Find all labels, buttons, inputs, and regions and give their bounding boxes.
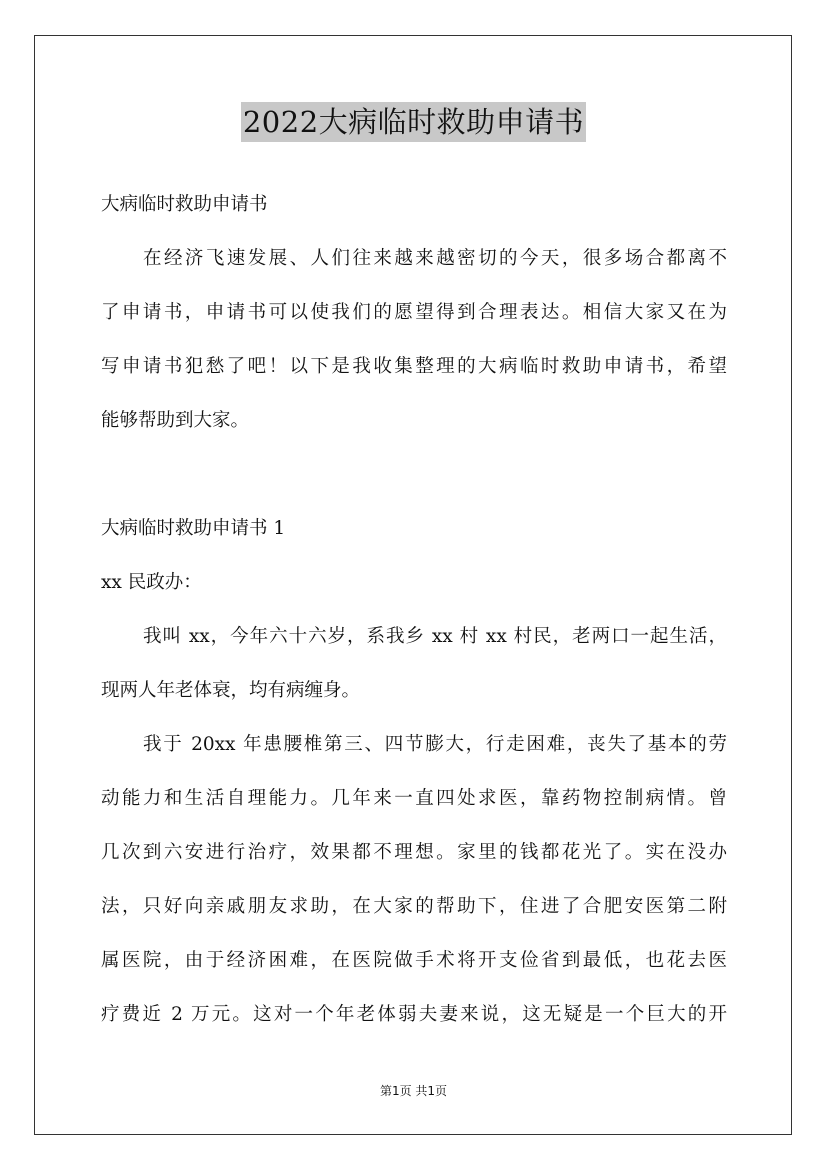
paragraph-line: 疗费近 2 万元。这对一个年老体弱夫妻来说，这无疑是一个巨大的开 — [101, 1004, 727, 1025]
paragraph-line: 我于 20xx 年患腰椎第三、四节膨大，行走困难，丧失了基本的劳 — [143, 734, 727, 755]
paragraph-line: 法，只好向亲戚朋友求助，在大家的帮助下，住进了合肥安医第二附 — [101, 896, 727, 917]
paragraph-line: 现两人年老体衰，均有病缠身。 — [101, 680, 361, 701]
document-body — [101, 178, 727, 1042]
paragraph-line: 了申请书，申请书可以使我们的愿望得到合理表达。相信大家又在为 — [101, 302, 727, 323]
blank-line — [101, 448, 727, 502]
paragraph-line: 写申请书犯愁了吧！以下是我收集整理的大病临时救助申请书，希望 — [101, 356, 727, 377]
salutation-line: xx 民政办： — [101, 572, 202, 593]
paragraph-line: 能够帮助到大家。 — [101, 410, 250, 431]
paragraph-line: 几次到六安进行治疗，效果都不理想。家里的钱都花光了。实在没办 — [101, 842, 727, 863]
section-heading: 大病临时救助申请书 1 — [101, 518, 286, 539]
document-title: 2022大病临时救助申请书 — [241, 102, 586, 142]
subtitle-line: 大病临时救助申请书 — [101, 194, 268, 215]
page-number-label: 第1页 共1页 — [379, 1084, 448, 1098]
paragraph-line: 我叫 xx，今年六十六岁，系我乡 xx 村 xx 村民，老两口一起生活， — [143, 626, 727, 647]
page-footer — [0, 1082, 827, 1099]
paragraph-line: 属医院，由于经济困难，在医院做手术将开支俭省到最低，也花去医 — [101, 950, 727, 971]
title-container — [0, 102, 827, 142]
paragraph-line: 动能力和生活自理能力。几年来一直四处求医，靠药物控制病情。曾 — [101, 788, 727, 809]
paragraph-line: 在经济飞速发展、人们往来越来越密切的今天，很多场合都离不 — [143, 248, 727, 269]
